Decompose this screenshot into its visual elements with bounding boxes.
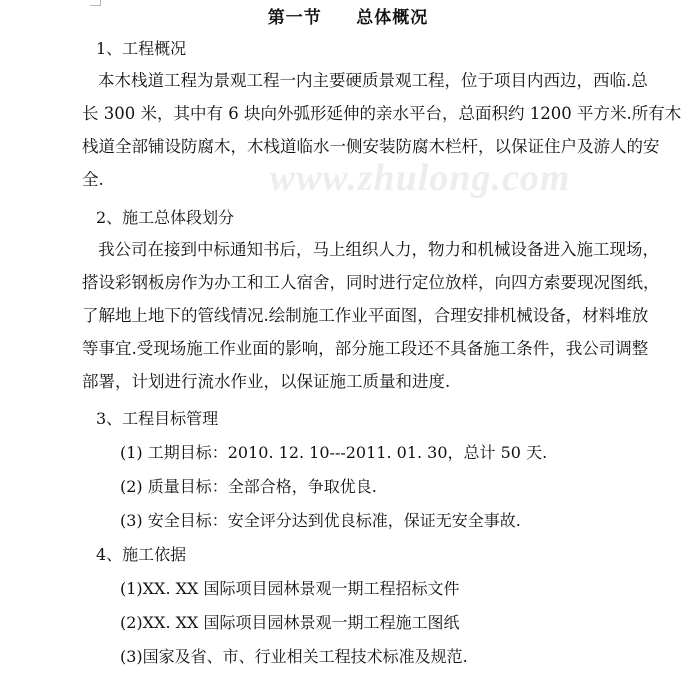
paragraph-line: 全. xyxy=(82,170,104,189)
section-heading-basis: 4、施工依据 xyxy=(96,545,187,564)
list-item-drawings: (2)XX. XX 国际项目园林景观一期工程施工图纸 xyxy=(120,613,460,632)
paragraph-line: 等事宜.受现场施工作业面的影响，部分施工段还不具备施工条件，我公司调整 xyxy=(82,339,649,358)
list-item-safety: (3) 安全目标：安全评分达到优良标准，保证无安全事故. xyxy=(120,511,521,530)
page-title: 第一节 总体概况 xyxy=(267,8,429,28)
list-item-quality: (2) 质量目标：全部合格，争取优良. xyxy=(120,477,377,496)
list-item-tender-docs: (1)XX. XX 国际项目园林景观一期工程招标文件 xyxy=(120,579,460,598)
watermark: www.zhulong.com xyxy=(269,157,571,199)
paragraph-line: 搭设彩钢板房作为办工和工人宿舍，同时进行定位放样，向四方索要现况图纸， xyxy=(82,273,660,292)
section-heading-targets: 3、工程目标管理 xyxy=(96,409,219,428)
section-heading-division: 2、施工总体段划分 xyxy=(96,208,235,227)
section-heading-overview: 1、工程概况 xyxy=(96,39,187,58)
paragraph-line: 栈道全部铺设防腐木，木栈道临水一侧安装防腐木栏杆，以保证住户及游人的安 xyxy=(82,137,660,156)
paragraph-line: 我公司在接到中标通知书后，马上组织人力，物力和机械设备进入施工现场， xyxy=(98,240,659,259)
paragraph-line: 本木栈道工程为景观工程一内主要硬质景观工程，位于项目内西边，西临.总 xyxy=(98,71,648,90)
paragraph-division xyxy=(82,233,660,398)
paragraph-line: 部署，计划进行流水作业，以保证施工质量和进度. xyxy=(82,372,451,391)
paragraph-line: 了解地上地下的管线情况.绘制施工作业平面图，合理安排机械设备，材料堆放 xyxy=(82,306,649,325)
list-item-schedule: (1) 工期目标：2010. 12. 10---2011. 01. 30，总计 50 天. xyxy=(120,443,548,462)
paragraph-line: 长 300 米，其中有 6 块向外弧形延伸的亲水平台，总面积约 1200 平方米.所有木 xyxy=(82,104,682,123)
paragraph-overview xyxy=(82,64,682,196)
list-item-standards: (3)国家及省、市、行业相关工程技术标准及规范. xyxy=(120,647,468,666)
